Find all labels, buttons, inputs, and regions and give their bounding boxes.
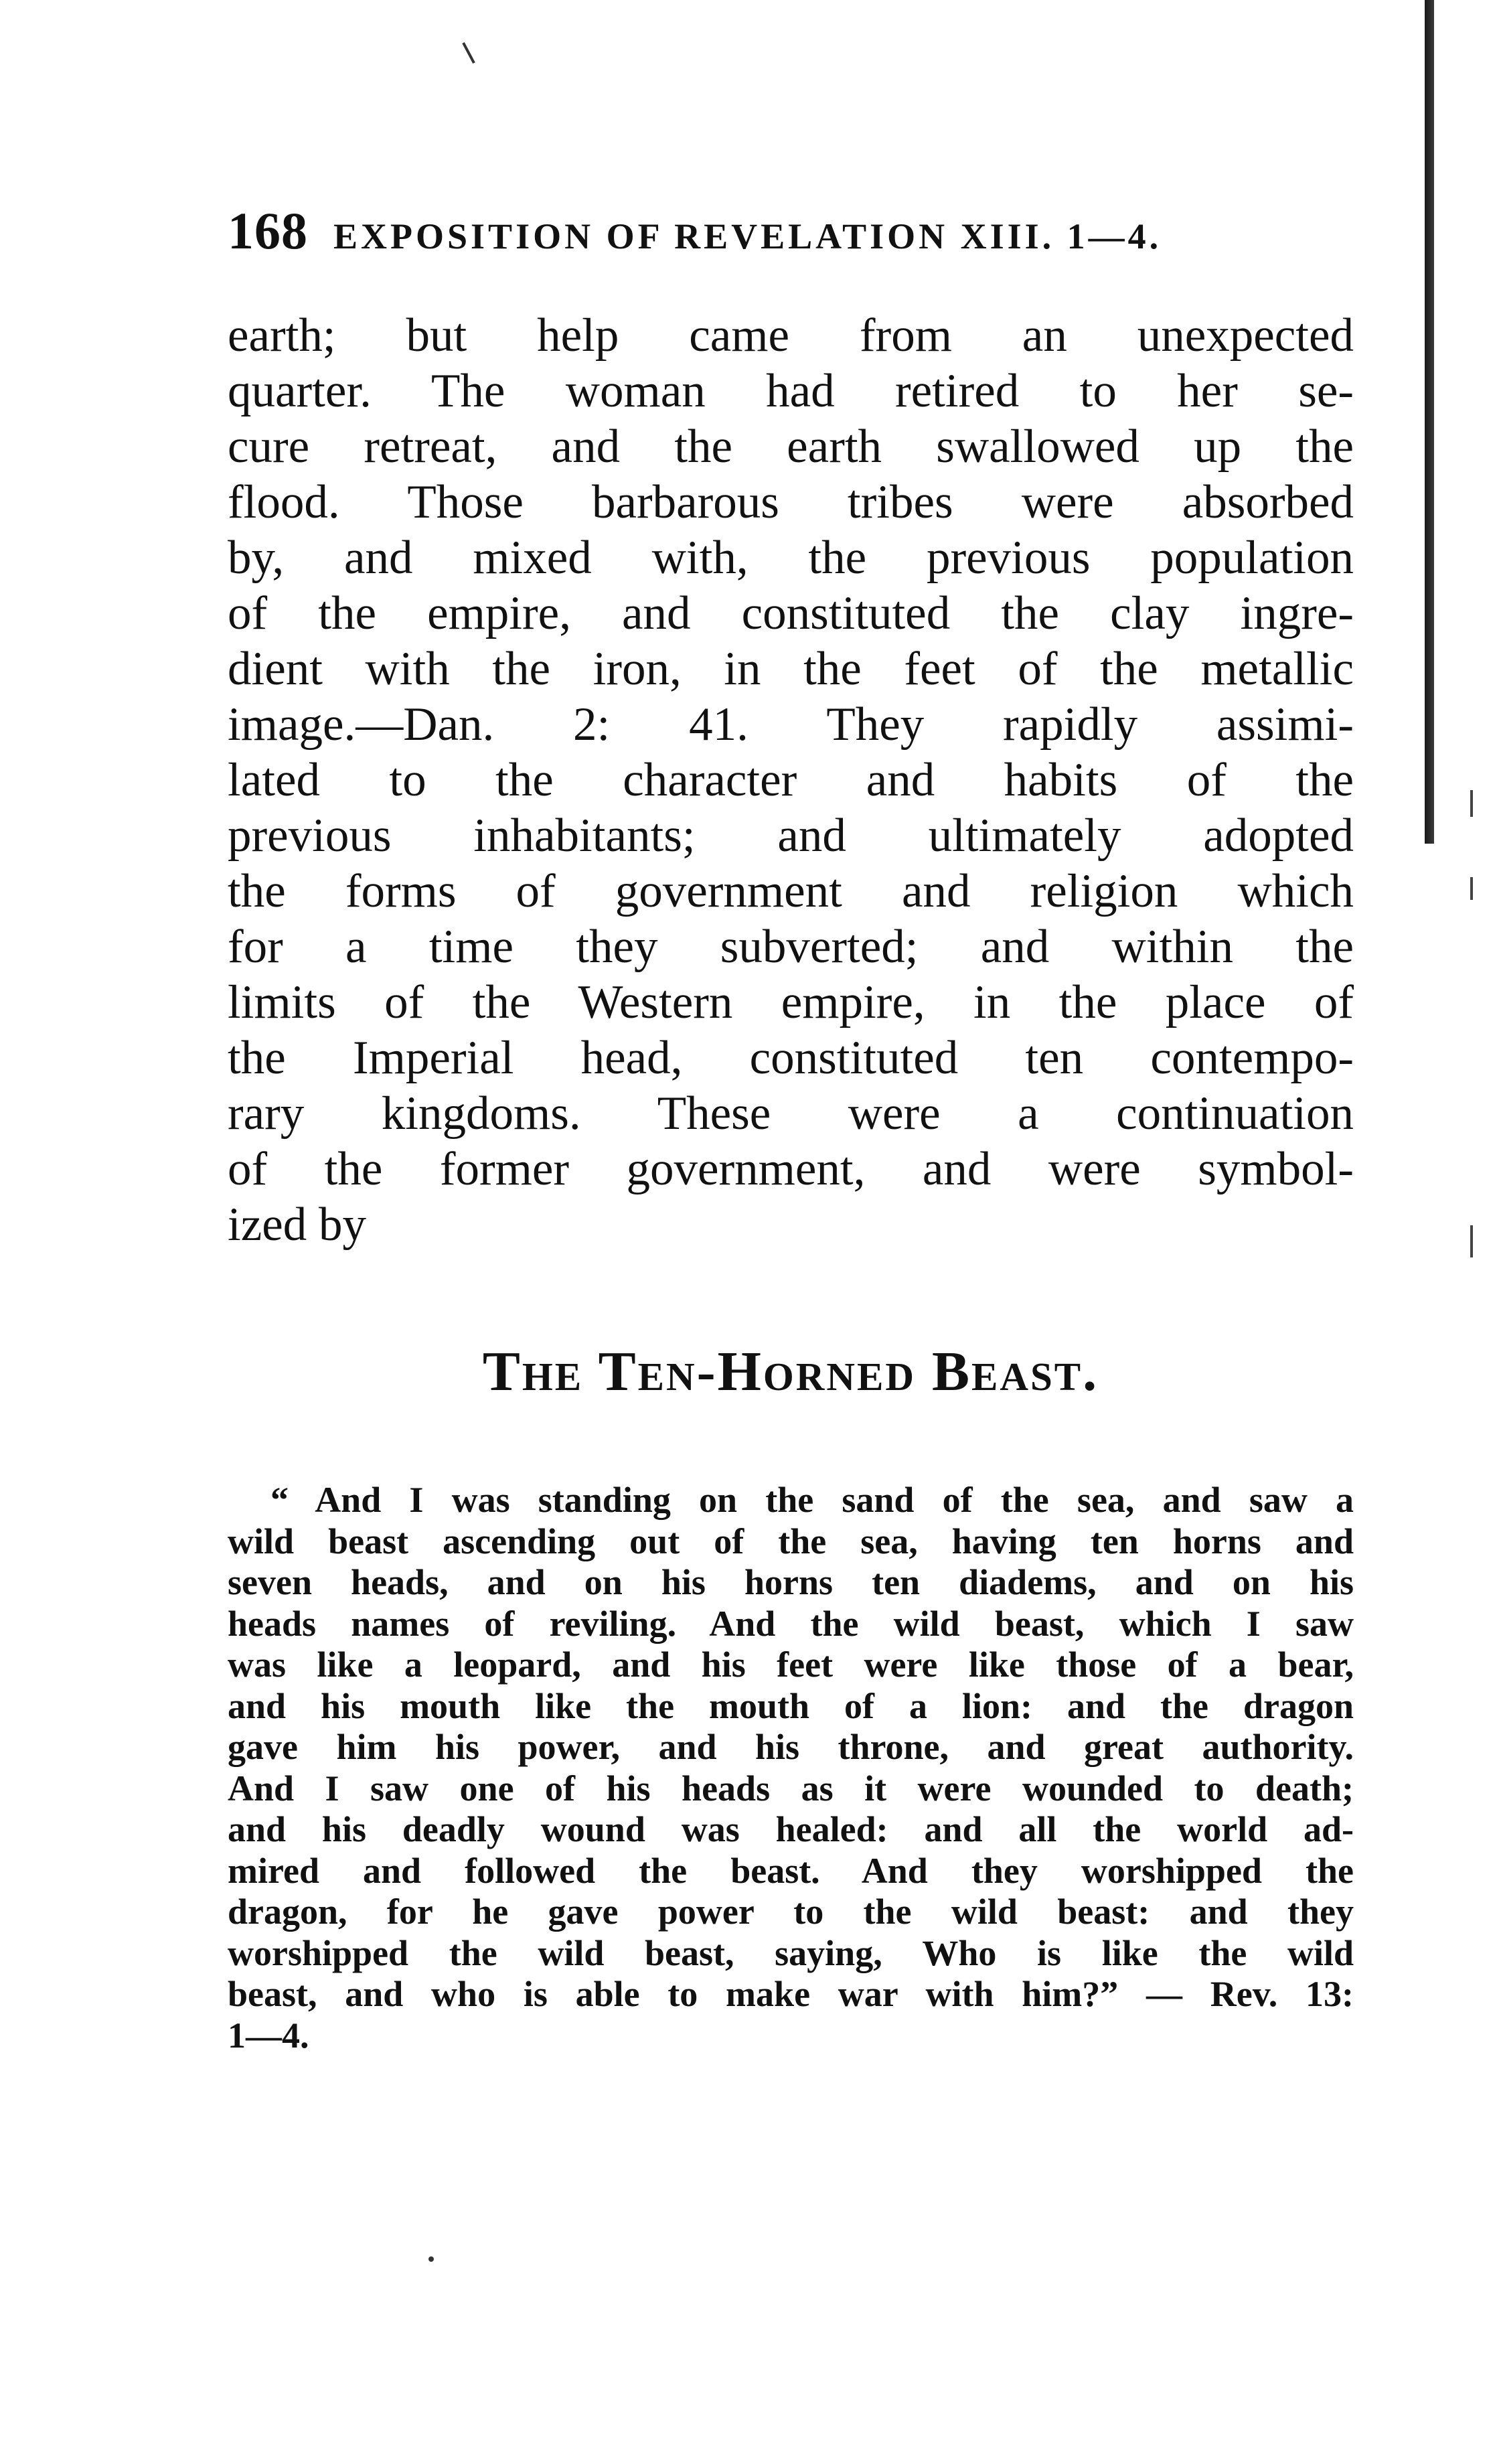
text-line: the Imperial head, constituted ten contempo-: [228, 1032, 1354, 1084]
quote-line: seven heads, and on his horns ten diadems, and on his: [228, 1562, 1354, 1602]
scan-speck: [428, 2256, 434, 2262]
text-line: of the former government, and were symbol-: [228, 1143, 1354, 1195]
text-line: lated to the character and habits of the: [228, 754, 1354, 806]
quote-line: and his mouth like the mouth of a lion: and the dragon: [228, 1685, 1354, 1726]
quote-line: And I saw one of his heads as it were wounded to death;: [228, 1768, 1354, 1808]
quote-line: dragon, for he gave power to the wild beast: and they: [228, 1892, 1354, 1932]
margin-tick: [1470, 790, 1473, 817]
text-line: the forms of government and religion which: [228, 865, 1354, 917]
quote-line: 1—4.: [228, 2015, 309, 2056]
page-edge-shadow: [1425, 0, 1434, 844]
quote-line: mired and followed the beast. And they worshipped the: [228, 1850, 1354, 1891]
text-line: limits of the Western empire, in the place of: [228, 976, 1354, 1028]
quote-line: beast, and who is able to make war with him?” — Rev. 13:: [228, 1974, 1354, 2014]
text-line: dient with the iron, in the feet of the metallic: [228, 643, 1354, 695]
scan-speck: [462, 42, 475, 64]
page-number: 168: [228, 202, 308, 260]
text-line: by, and mixed with, the previous population: [228, 532, 1354, 584]
margin-tick: [1470, 1225, 1473, 1257]
text-line: rary kingdoms. These were a continuation: [228, 1087, 1354, 1140]
text-line: ized by: [228, 1199, 367, 1251]
running-head: [228, 201, 1232, 261]
quote-line: worshipped the wild beast, saying, Who is like the wild: [228, 1932, 1354, 1973]
text-line: earth; but help came from an unexpected: [228, 309, 1354, 362]
quote-line: heads names of reviling. And the wild beast, which I saw: [228, 1603, 1354, 1644]
quote-line: “ And I was standing on the sand of the sea, and saw a: [270, 1480, 1354, 1520]
text-line: flood. Those barbarous tribes were absorbed: [228, 476, 1354, 528]
scripture-quotation: [228, 1480, 1354, 2056]
quote-line: gave him his power, and his throne, and great authority.: [228, 1727, 1354, 1767]
quote-line: and his deadly wound was healed: and all the world ad-: [228, 1809, 1354, 1849]
margin-tick: [1470, 877, 1473, 900]
text-line: for a time they subverted; and within the: [228, 921, 1354, 973]
quote-line: was like a leopard, and his feet were like those of a bear,: [228, 1644, 1354, 1685]
text-line: previous inhabitants; and ultimately adopted: [228, 810, 1354, 862]
quote-line: wild beast ascending out of the sea, having ten horns and: [228, 1521, 1354, 1561]
section-heading: The Ten-Horned Beast.: [482, 1340, 1099, 1403]
text-line: of the empire, and constituted the clay ingre-: [228, 587, 1354, 639]
text-line: image.—Dan. 2: 41. They rapidly assimi-: [228, 698, 1354, 751]
running-title: EXPOSITION OF REVELATION XIII. 1—4.: [333, 216, 1162, 256]
body-paragraph: [228, 308, 1354, 1253]
text-line: cure retreat, and the earth swallowed up the: [228, 420, 1354, 473]
text-line: quarter. The woman had retired to her se-: [228, 365, 1354, 417]
